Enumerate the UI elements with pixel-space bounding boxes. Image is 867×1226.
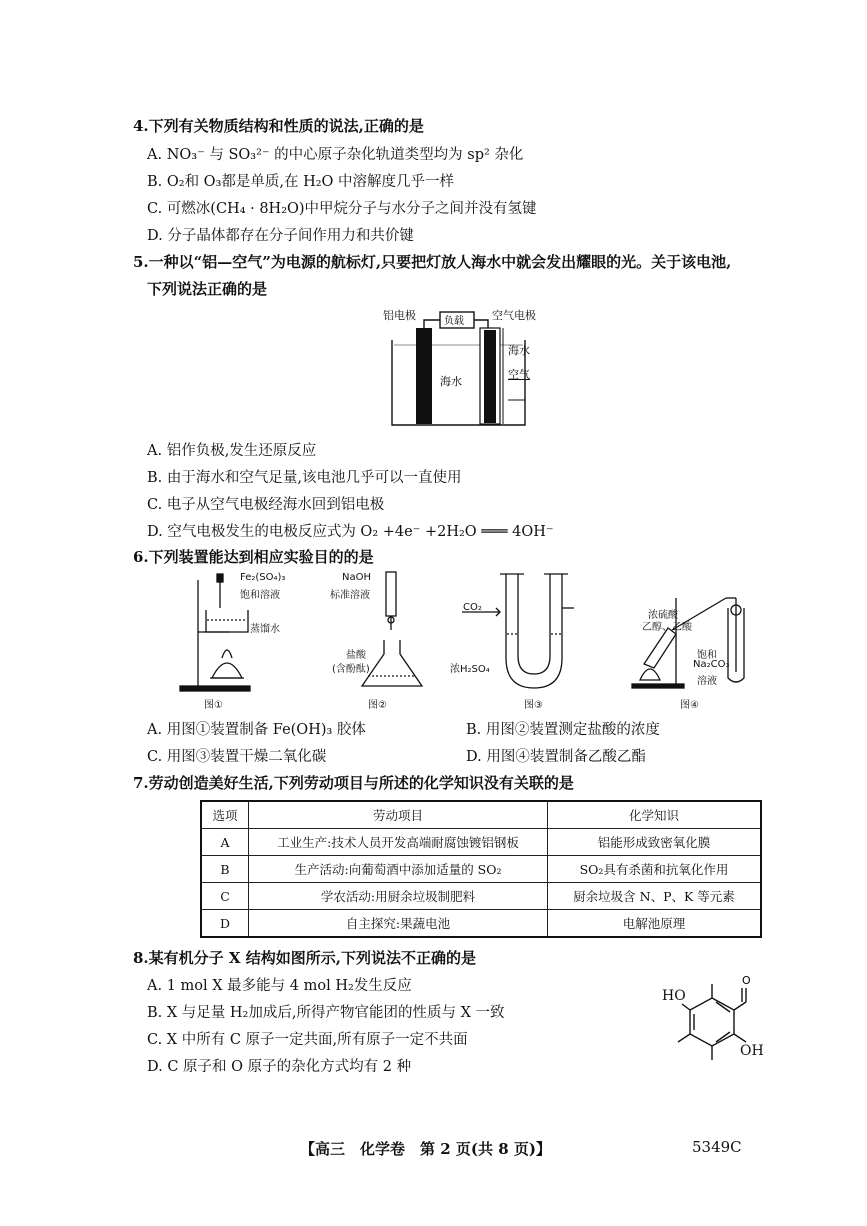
table-row (201, 910, 761, 938)
header-option: 选项 (201, 801, 249, 829)
header-labor-item: 劳动项目 (249, 801, 548, 829)
q4-stem: 4.下列有关物质结构和性质的说法,正确的是 (133, 117, 424, 135)
q7-table (200, 800, 762, 938)
q8-stem: 8.某有机分子 X 结构如图所示,下列说法不正确的是 (133, 949, 476, 967)
q5-option-a: A. 铝作负极,发生还原反应 (147, 443, 317, 459)
row-d-knowledge: 电解池原理 (548, 910, 762, 938)
q5-option-c: C. 电子从空气电极经海水回到铝电极 (147, 497, 385, 513)
row-c-option: C (201, 883, 249, 910)
fig4-label-5: 溶液 (697, 676, 717, 687)
fig3-caption: 图③ (524, 700, 543, 711)
row-a-labor: 工业生产:技术人员开发高端耐腐蚀镀铝钢板 (249, 829, 548, 856)
fig4-label-4: Na₂CO₃ (693, 659, 730, 670)
load-label: 负载 (444, 316, 464, 327)
row-d-labor: 自主探究:果蔬电池 (249, 910, 548, 938)
fig1-label-3: 蒸馏水 (250, 624, 280, 635)
q6-option-d: D. 用图④装置制备乙酸乙酯 (466, 749, 646, 765)
air-electrode-label: 空气电极 (492, 309, 536, 322)
table-row (201, 883, 761, 910)
row-c-knowledge: 厨余垃圾含 N、P、K 等元素 (548, 883, 762, 910)
q6-stem: 6.下列装置能达到相应实验目的的是 (133, 548, 374, 566)
paper-code: 5349C (692, 1138, 742, 1156)
fig2-label-2: 标准溶液 (330, 590, 370, 601)
fig2-label-1: NaOH (342, 572, 371, 583)
q4-option-a: A. NO₃⁻ 与 SO₃²⁻ 的中心原子杂化轨道类型均为 sp² 杂化 (147, 147, 524, 163)
fig4-caption: 图④ (680, 700, 699, 711)
header-chem-knowledge: 化学知识 (548, 801, 762, 829)
q5-stem-line2: 下列说法正确的是 (147, 280, 268, 298)
q6-figure-3 (460, 568, 580, 696)
fig1-label-1: Fe₂(SO₄)₃ (240, 572, 286, 583)
q6-option-a: A. 用图①装置制备 Fe(OH)₃ 胶体 (147, 722, 366, 738)
ho-label: HO (662, 988, 686, 1004)
q4-option-c: C. 可燃冰(CH₄ · 8H₂O)中甲烷分子与水分子之间并没有氢键 (147, 201, 537, 217)
fig2-label-4: (含酚酞) (332, 664, 370, 675)
q8-option-c: C. X 中所有 C 原子一定共面,所有原子一定不共面 (147, 1032, 468, 1048)
q6-figure-1 (170, 568, 300, 696)
al-electrode-label: 铝电极 (383, 309, 416, 322)
seawater-right-label: 海水 (508, 344, 530, 357)
q4-option-d: D. 分子晶体都存在分子间作用力和共价键 (147, 228, 414, 244)
row-b-knowledge: SO₂具有杀菌和抗氧化作用 (548, 856, 762, 883)
oh-label: OH (740, 1043, 764, 1059)
air-label: 空气 (508, 368, 530, 381)
row-c-labor: 学农活动:用厨余垃圾制肥料 (249, 883, 548, 910)
aluminum-electrode (416, 328, 432, 424)
table-header-row (201, 801, 761, 829)
table-row (201, 856, 761, 883)
row-a-knowledge: 铝能形成致密氧化膜 (548, 829, 762, 856)
fig4-label-2: 乙醇、乙酸 (642, 622, 692, 633)
q5-option-b: B. 由于海水和空气足量,该电池几乎可以一直使用 (147, 470, 462, 486)
fig2-caption: 图② (368, 700, 387, 711)
fig1-label-2: 饱和溶液 (240, 590, 280, 601)
table-row (201, 829, 761, 856)
q5-stem-line1: 5.一种以“铝—空气”为电源的航标灯,只要把灯放人海水中就会发出耀眼的光。关于该电池, (133, 253, 732, 271)
fig4-label-3: 饱和 (697, 650, 717, 661)
fig3-label-1: CO₂ (463, 602, 482, 613)
q6-option-b: B. 用图②装置测定盐酸的浓度 (466, 722, 660, 738)
q6-option-c: C. 用图③装置干燥二氧化碳 (147, 749, 327, 765)
svg-text:O: O (742, 974, 751, 987)
fig2-label-3: 盐酸 (346, 650, 366, 661)
fig1-caption: 图① (204, 700, 223, 711)
page-footer: 【高三 化学卷 第 2 页(共 8 页)】 (300, 1140, 551, 1158)
row-b-option: B (201, 856, 249, 883)
row-a-option: A (201, 829, 249, 856)
row-d-option: D (201, 910, 249, 938)
q4-option-b: B. O₂和 O₃都是单质,在 H₂O 中溶解度几乎一样 (147, 174, 455, 190)
q8-option-a: A. 1 mol X 最多能与 4 mol H₂发生反应 (147, 978, 412, 994)
fig4-label-1: 浓硫酸 (648, 610, 678, 621)
q8-option-b: B. X 与足量 H₂加成后,所得产物官能团的性质与 X 一致 (147, 1005, 505, 1021)
q7-stem: 7.劳动创造美好生活,下列劳动项目与所述的化学知识没有关联的是 (133, 774, 574, 792)
row-b-labor: 生产活动:向葡萄酒中添加适量的 SO₂ (249, 856, 548, 883)
q8-option-d: D. C 原子和 O 原子的杂化方式均有 2 种 (147, 1059, 412, 1075)
seawater-center-label: 海水 (440, 375, 462, 388)
q5-option-d: D. 空气电极发生的电极反应式为 O₂ +4e⁻ +2H₂O ═══ 4OH⁻ (147, 524, 554, 540)
fig3-label-2: 浓H₂SO₄ (450, 664, 490, 675)
